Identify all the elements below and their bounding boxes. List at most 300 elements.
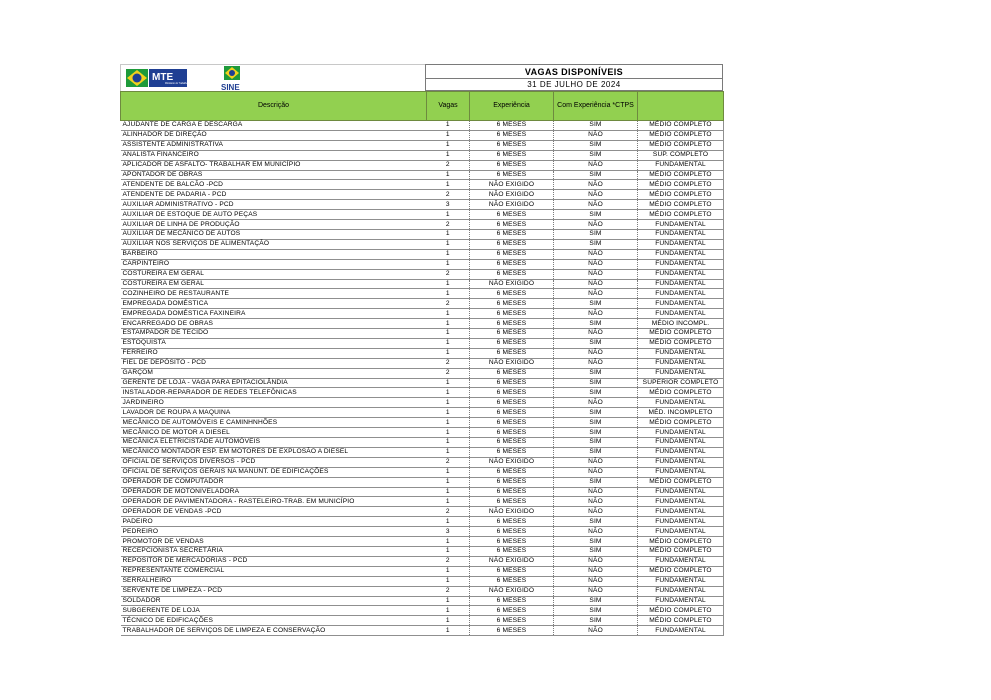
cell-education: FUNDAMENTAL [638,358,724,368]
cell-ctps: SIM [554,428,638,438]
cell-education: FUNDAMENTAL [638,497,724,507]
cell-ctps: NÃO [554,398,638,408]
table-row [121,229,724,239]
cell-vacancies: 1 [427,467,470,477]
cell-experience: 6 MESES [470,140,554,150]
table-row [121,398,724,408]
table-row [121,130,724,140]
cell-education: MÉDIO COMPLETO [638,477,724,487]
table-row [121,160,724,170]
cell-ctps: SIM [554,210,638,220]
cell-ctps: NÃO [554,180,638,190]
cell-ctps: NÃO [554,289,638,299]
cell-education: MÉDIO COMPLETO [638,616,724,626]
cell-education: FUNDAMENTAL [638,457,724,467]
cell-vacancies: 2 [427,160,470,170]
table-row [121,428,724,438]
cell-ctps: SIM [554,606,638,616]
cell-description: REPRESENTANTE COMERCIAL [121,566,427,576]
cell-experience: 6 MESES [470,388,554,398]
cell-vacancies: 1 [427,319,470,329]
mte-logo [125,67,200,89]
cell-experience: 6 MESES [470,398,554,408]
cell-experience: 6 MESES [470,229,554,239]
cell-experience: 6 MESES [470,527,554,537]
cell-description: JARDINEIRO [121,398,427,408]
table-row [121,596,724,606]
table-row [121,537,724,547]
table-row [121,190,724,200]
column-header-vacancies: Vagas [427,92,470,121]
cell-vacancies: 2 [427,586,470,596]
cell-description: APLICADOR DE ASFALTO- TRABALHAR EM MUNICÍPIO [121,160,427,170]
cell-ctps: SIM [554,388,638,398]
table-row [121,329,724,339]
cell-description: MECÂNICA ELETRICISTADE AUTOMÓVEIS [121,438,427,448]
cell-vacancies: 1 [427,150,470,160]
cell-ctps: NÃO [554,586,638,596]
cell-education: MÉDIO COMPLETO [638,606,724,616]
cell-education: MÉDIO COMPLETO [638,210,724,220]
cell-experience: NÃO EXIGIDO [470,457,554,467]
cell-ctps: NÃO [554,220,638,230]
cell-description: PEDREIRO [121,527,427,537]
sheet-header [120,64,723,91]
cell-description: OFICIAL DE SERVIÇOS DIVERSOS - PCD [121,457,427,467]
cell-vacancies: 2 [427,358,470,368]
cell-vacancies: 2 [427,556,470,566]
cell-description: AUXILIAR NOS SERVIÇOS DE ALIMENTAÇÃO [121,239,427,249]
table-row [121,140,724,150]
cell-experience: 6 MESES [470,596,554,606]
cell-ctps: NÃO [554,249,638,259]
cell-education: FUNDAMENTAL [638,576,724,586]
cell-vacancies: 1 [427,279,470,289]
cell-description: SUBGERENTE DE LOJA [121,606,427,616]
cell-education: MÉDIO COMPLETO [638,537,724,547]
table-row [121,527,724,537]
cell-education: MÉDIO COMPLETO [638,190,724,200]
table-row [121,299,724,309]
cell-experience: 6 MESES [470,299,554,309]
cell-experience: 6 MESES [470,408,554,418]
table-row [121,338,724,348]
cell-education: FUNDAMENTAL [638,289,724,299]
cell-ctps: SIM [554,438,638,448]
cell-education: FUNDAMENTAL [638,596,724,606]
cell-experience: 6 MESES [470,309,554,319]
cell-experience: 6 MESES [470,616,554,626]
table-row [121,517,724,527]
cell-ctps: NÃO [554,309,638,319]
cell-vacancies: 1 [427,259,470,269]
cell-ctps: NÃO [554,329,638,339]
cell-description: COSTUREIRA EM GERAL [121,269,427,279]
cell-education: FUNDAMENTAL [638,447,724,457]
cell-education: FUNDAMENTAL [638,368,724,378]
cell-experience: 6 MESES [470,447,554,457]
cell-description: ESTAMPADOR DE TECIDO [121,329,427,339]
cell-experience: 6 MESES [470,428,554,438]
cell-vacancies: 1 [427,249,470,259]
cell-experience: 6 MESES [470,170,554,180]
table-row [121,121,724,131]
cell-vacancies: 1 [427,140,470,150]
cell-experience: NÃO EXIGIDO [470,586,554,596]
table-row [121,546,724,556]
column-header-ctps: Com Experiência *CTPS [554,92,638,121]
cell-vacancies: 1 [427,428,470,438]
cell-ctps: SIM [554,517,638,527]
cell-experience: 6 MESES [470,259,554,269]
table-row [121,220,724,230]
cell-vacancies: 1 [427,130,470,140]
table-row [121,170,724,180]
logo-area [120,64,425,91]
cell-experience: 6 MESES [470,487,554,497]
cell-vacancies: 2 [427,457,470,467]
cell-ctps: SIM [554,596,638,606]
cell-education: FUNDAMENTAL [638,507,724,517]
cell-education: MÉDIO COMPLETO [638,140,724,150]
cell-experience: 6 MESES [470,546,554,556]
report-date: 31 DE JULHO DE 2024 [527,80,621,89]
cell-description: OPERADOR DE MOTONIVELADORA [121,487,427,497]
table-row [121,319,724,329]
cell-experience: NÃO EXIGIDO [470,200,554,210]
column-header-experience: Experiência [470,92,554,121]
job-vacancies-sheet [120,64,723,636]
cell-ctps: NÃO [554,190,638,200]
cell-experience: 6 MESES [470,477,554,487]
cell-experience: 6 MESES [470,220,554,230]
cell-education: FUNDAMENTAL [638,348,724,358]
cell-description: GERENTE DE LOJA - VAGA PARA EPITACIOLÂNDIA [121,378,427,388]
cell-description: AUXILIAR DE MECÂNICO DE AUTOS [121,229,427,239]
cell-experience: 6 MESES [470,368,554,378]
table-row [121,576,724,586]
cell-description: AJUDANTE DE CARGA E DESCARGA [121,121,427,131]
cell-ctps: NÃO [554,269,638,279]
cell-vacancies: 1 [427,170,470,180]
cell-vacancies: 1 [427,388,470,398]
cell-ctps: NÃO [554,130,638,140]
cell-vacancies: 1 [427,447,470,457]
cell-ctps: SIM [554,229,638,239]
cell-description: APONTADOR DE OBRAS [121,170,427,180]
cell-ctps: SIM [554,546,638,556]
cell-vacancies: 1 [427,289,470,299]
table-row [121,368,724,378]
cell-education: FUNDAMENTAL [638,487,724,497]
cell-vacancies: 2 [427,299,470,309]
cell-experience: 6 MESES [470,319,554,329]
table-row [121,497,724,507]
table-row [121,279,724,289]
cell-ctps: SIM [554,140,638,150]
cell-vacancies: 1 [427,348,470,358]
cell-vacancies: 2 [427,507,470,517]
table-row [121,348,724,358]
cell-vacancies: 1 [427,517,470,527]
cell-description: ANALISTA FINANCEIRO [121,150,427,160]
column-header-education [638,92,724,121]
table-row [121,309,724,319]
cell-experience: 6 MESES [470,517,554,527]
cell-ctps: SIM [554,368,638,378]
table-row [121,180,724,190]
table-header-row [121,92,724,121]
cell-experience: 6 MESES [470,438,554,448]
cell-experience: 6 MESES [470,566,554,576]
cell-description: ASSISTENTE ADMINISTRATIVA [121,140,427,150]
cell-education: MÉDIO COMPLETO [638,170,724,180]
cell-ctps: NÃO [554,279,638,289]
table-row [121,447,724,457]
table-row [121,249,724,259]
cell-description: ENCARREGADO DE OBRAS [121,319,427,329]
cell-ctps: NÃO [554,556,638,566]
cell-description: COZINHEIRO DE RESTAURANTE [121,289,427,299]
cell-education: MÉDIO COMPLETO [638,121,724,131]
table-row [121,269,724,279]
table-row [121,358,724,368]
cell-description: INSTALADOR-REPARADOR DE REDES TELEFÔNICAS [121,388,427,398]
cell-ctps: SIM [554,239,638,249]
cell-description: GARÇOM [121,368,427,378]
cell-vacancies: 1 [427,537,470,547]
cell-ctps: SIM [554,408,638,418]
cell-ctps: SIM [554,170,638,180]
cell-description: AUXILIAR ADMINISTRATIVO - PCD [121,200,427,210]
svg-text:Ministério do Trabalho e Empre: Ministério do Trabalho e Emprego [165,83,200,85]
cell-experience: 6 MESES [470,626,554,636]
table-row [121,566,724,576]
cell-vacancies: 1 [427,487,470,497]
cell-education: MÉDIO COMPLETO [638,566,724,576]
cell-experience: NÃO EXIGIDO [470,507,554,517]
cell-description: SERRALHEIRO [121,576,427,586]
table-row [121,586,724,596]
cell-description: MECÂNICO DE MOTOR A DIESEL [121,428,427,438]
table-row [121,259,724,269]
title-box [425,64,723,91]
cell-vacancies: 1 [427,239,470,249]
cell-vacancies: 3 [427,200,470,210]
table-row [121,626,724,636]
cell-education: MÉD. INCOMPLETO [638,408,724,418]
cell-experience: 6 MESES [470,121,554,131]
cell-ctps: NÃO [554,576,638,586]
cell-experience: 6 MESES [470,210,554,220]
cell-education: FUNDAMENTAL [638,467,724,477]
cell-education: FUNDAMENTAL [638,309,724,319]
cell-education: SUPERIOR COMPLETO [638,378,724,388]
cell-vacancies: 1 [427,329,470,339]
cell-ctps: NÃO [554,566,638,576]
cell-education: FUNDAMENTAL [638,160,724,170]
cell-experience: NÃO EXIGIDO [470,279,554,289]
cell-description: REPOSITOR DE MERCADORIAS - PCD [121,556,427,566]
cell-ctps: NÃO [554,507,638,517]
cell-description: AUXILIAR DE ESTOQUE DE AUTO PEÇAS [121,210,427,220]
table-row [121,378,724,388]
cell-vacancies: 1 [427,616,470,626]
table-row [121,457,724,467]
cell-education: FUNDAMENTAL [638,269,724,279]
cell-experience: 6 MESES [470,150,554,160]
table-body [121,121,724,636]
cell-ctps: NÃO [554,487,638,497]
table-row [121,289,724,299]
cell-education: FUNDAMENTAL [638,556,724,566]
cell-description: MECÂNICO MONTADOR ESP. EM MOTORES DE EXPLOSÃO A DIESEL [121,447,427,457]
cell-experience: 6 MESES [470,239,554,249]
cell-description: COSTUREIRA EM GERAL [121,279,427,289]
cell-vacancies: 1 [427,210,470,220]
cell-experience: 6 MESES [470,497,554,507]
cell-description: LAVADOR DE ROUPA A MAQUINA [121,408,427,418]
cell-experience: 6 MESES [470,606,554,616]
cell-ctps: NÃO [554,457,638,467]
cell-vacancies: 1 [427,338,470,348]
cell-description: ATENDENTE DE PADARIA - PCD [121,190,427,200]
svg-text:MTE: MTE [152,72,174,83]
cell-education: FUNDAMENTAL [638,398,724,408]
cell-ctps: NÃO [554,467,638,477]
cell-experience: NÃO EXIGIDO [470,556,554,566]
cell-description: PROMOTOR DE VENDAS [121,537,427,547]
cell-vacancies: 1 [427,121,470,131]
cell-experience: 6 MESES [470,576,554,586]
cell-description: TRABALHADOR DE SERVIÇOS DE LIMPEZA E CONSERVAÇÃO [121,626,427,636]
cell-vacancies: 1 [427,497,470,507]
cell-vacancies: 1 [427,408,470,418]
cell-experience: 6 MESES [470,130,554,140]
cell-description: ESTOQUISTA [121,338,427,348]
cell-ctps: SIM [554,477,638,487]
table-row [121,438,724,448]
cell-education: MÉDIO COMPLETO [638,200,724,210]
cell-education: FUNDAMENTAL [638,279,724,289]
table-row [121,388,724,398]
cell-ctps: NÃO [554,348,638,358]
cell-description: SOLDADOR [121,596,427,606]
cell-experience: 6 MESES [470,348,554,358]
table-row [121,487,724,497]
cell-education: MÉDIO COMPLETO [638,338,724,348]
cell-description: OPERADOR DE VENDAS -PCD [121,507,427,517]
cell-ctps: SIM [554,378,638,388]
cell-education: FUNDAMENTAL [638,517,724,527]
cell-ctps: SIM [554,338,638,348]
sine-logo [219,66,245,92]
cell-ctps: NÃO [554,358,638,368]
cell-ctps: NÃO [554,626,638,636]
cell-description: ATENDENTE DE BALCÃO -PCD [121,180,427,190]
cell-description: RECEPCIONISTA SECRETÁRIA [121,546,427,556]
table-row [121,477,724,487]
cell-education: FUNDAMENTAL [638,527,724,537]
cell-education: FUNDAMENTAL [638,239,724,249]
cell-description: ALINHADOR DE DIREÇÃO [121,130,427,140]
cell-vacancies: 1 [427,606,470,616]
cell-experience: 6 MESES [470,329,554,339]
cell-ctps: SIM [554,616,638,626]
table-row [121,616,724,626]
cell-education: MÉDIO INCOMPL. [638,319,724,329]
cell-vacancies: 1 [427,546,470,556]
cell-education: FUNDAMENTAL [638,586,724,596]
cell-description: TÉCNICO DE EDIFICAÇÕES [121,616,427,626]
cell-vacancies: 1 [427,418,470,428]
cell-description: BARBEIRO [121,249,427,259]
cell-description: PADEIRO [121,517,427,527]
cell-description: EMPREGADA DOMÉSTICA FAXINEIRA [121,309,427,319]
cell-vacancies: 1 [427,398,470,408]
cell-education: FUNDAMENTAL [638,229,724,239]
table-row [121,606,724,616]
cell-ctps: SIM [554,299,638,309]
cell-education: MÉDIO COMPLETO [638,130,724,140]
table-row [121,467,724,477]
cell-ctps: SIM [554,150,638,160]
cell-education: FUNDAMENTAL [638,249,724,259]
cell-education: MÉDIO COMPLETO [638,418,724,428]
cell-education: FUNDAMENTAL [638,259,724,269]
table-row [121,150,724,160]
cell-ctps: NÃO [554,200,638,210]
cell-vacancies: 2 [427,269,470,279]
cell-vacancies: 1 [427,596,470,606]
cell-education: MÉDIO COMPLETO [638,180,724,190]
vacancies-table [120,91,724,636]
cell-vacancies: 1 [427,438,470,448]
cell-ctps: SIM [554,537,638,547]
cell-ctps: SIM [554,319,638,329]
cell-education: MÉDIO COMPLETO [638,546,724,556]
cell-experience: 6 MESES [470,418,554,428]
cell-vacancies: 1 [427,576,470,586]
cell-description: OPERADOR DE COMPUTADOR [121,477,427,487]
cell-vacancies: 1 [427,229,470,239]
cell-education: FUNDAMENTAL [638,428,724,438]
cell-experience: NÃO EXIGIDO [470,358,554,368]
cell-description: FIEL DE DEPÓSITO - PCD [121,358,427,368]
cell-ctps: NÃO [554,497,638,507]
cell-education: FUNDAMENTAL [638,299,724,309]
cell-description: OPERADOR DE PAVIMENTADORA - RASTELEIRO-TRAB. EM MUNICÍPIO [121,497,427,507]
cell-ctps: NÃO [554,160,638,170]
cell-education: FUNDAMENTAL [638,438,724,448]
cell-ctps: SIM [554,121,638,131]
svg-text:SINE: SINE [221,83,240,92]
cell-vacancies: 2 [427,220,470,230]
cell-vacancies: 1 [427,309,470,319]
cell-ctps: NÃO [554,527,638,537]
table-row [121,408,724,418]
cell-education: MÉDIO COMPLETO [638,388,724,398]
cell-description: FERREIRO [121,348,427,358]
table-row [121,418,724,428]
cell-experience: 6 MESES [470,537,554,547]
cell-experience: 6 MESES [470,467,554,477]
table-row [121,556,724,566]
cell-vacancies: 2 [427,190,470,200]
cell-description: OFICIAL DE SERVIÇOS GERAIS NA MANUNT. DE EDIFICAÇÕES [121,467,427,477]
cell-experience: 6 MESES [470,249,554,259]
cell-education: SUP. COMPLETO [638,150,724,160]
